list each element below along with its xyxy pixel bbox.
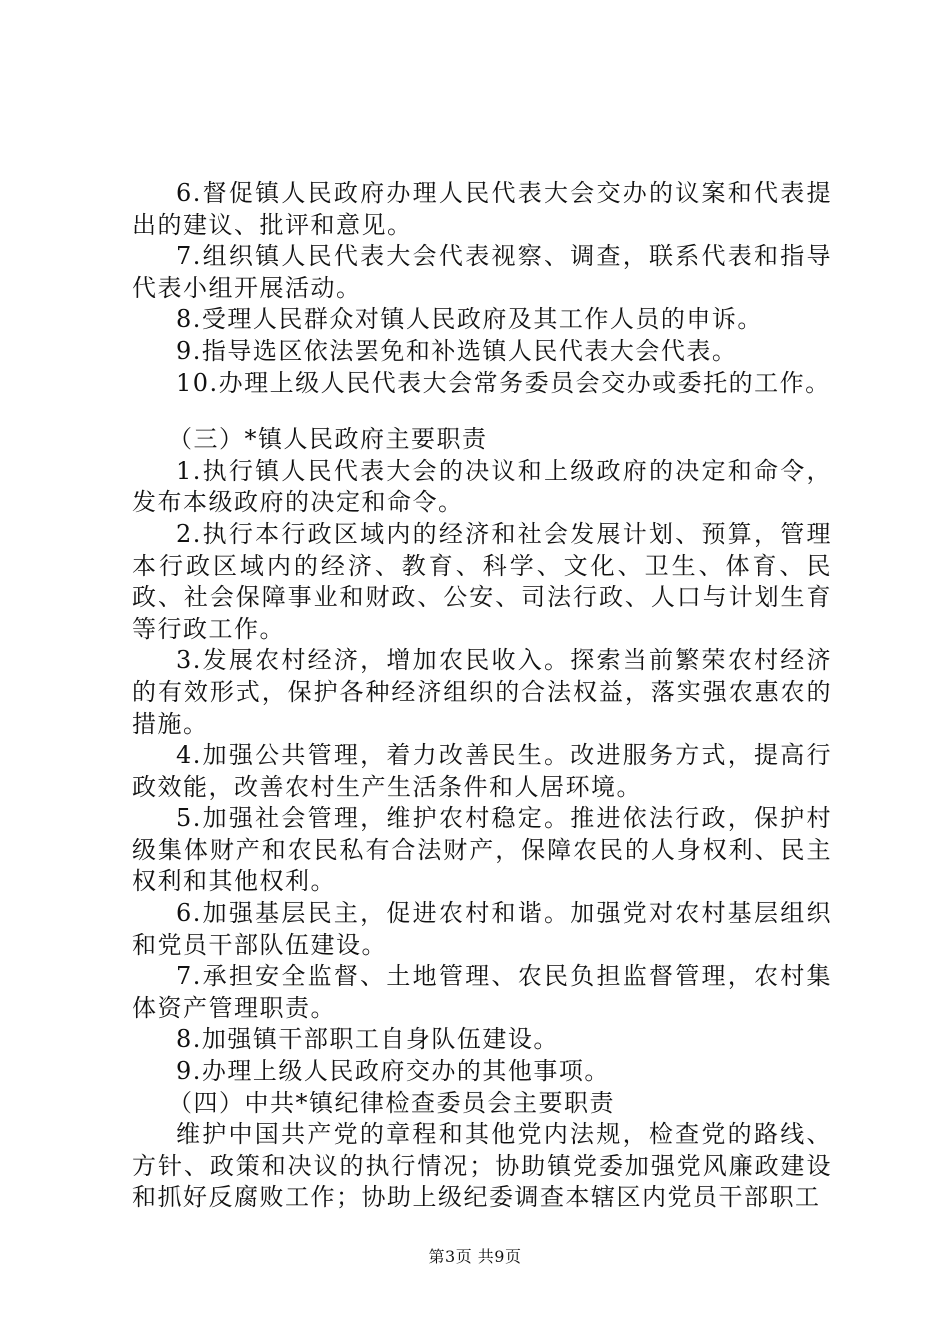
list-item: 3.发展农村经济，增加农民收入。探索当前繁荣农村经济的有效形式，保护各种经济组织的合法权益，落实强农惠农的措施。 bbox=[132, 646, 832, 738]
section-heading-4: （四）中共*镇纪律检查委员会主要职责 bbox=[168, 1088, 615, 1117]
document-body bbox=[132, 178, 832, 1214]
list-item: 5.加强社会管理，维护农村稳定。推进依法行政，保护村级集体财产和农民私有合法财产，保障农民的人身权利、民主权利和其他权利。 bbox=[132, 804, 832, 896]
section-spacer bbox=[132, 399, 832, 424]
list-item: 7.组织镇人民代表大会代表视察、调查，联系代表和指导代表小组开展活动。 bbox=[132, 242, 832, 302]
list-item: 2.执行本行政区域内的经济和社会发展计划、预算，管理本行政区域内的经济、教育、科学、文化、卫生、体育、民政、社会保障事业和财政、公安、司法行政、人口与计划生育等行政工作。 bbox=[132, 519, 832, 643]
list-item: 4.加强公共管理，着力改善民生。改进服务方式，提高行政效能，改善农村生产生活条件和人居环境。 bbox=[132, 741, 832, 801]
list-item: 10.办理上级人民代表大会常务委员会交办或委托的工作。 bbox=[176, 368, 831, 397]
list-item: 1.执行镇人民代表大会的决议和上级政府的决定和命令，发布本级政府的决定和命令。 bbox=[132, 456, 832, 517]
list-item: 9.办理上级人民政府交办的其他事项。 bbox=[176, 1057, 610, 1086]
section-4-body: 维护中国共产党的章程和其他党内法规，检查党的路线、方针、政策和决议的执行情况；协助镇党委加强党风廉政建设和抓好反腐败工作；协助上级纪委调查本辖区内党员干部职工 bbox=[132, 1120, 832, 1212]
section-heading-3: （三）*镇人民政府主要职责 bbox=[168, 425, 488, 454]
list-item: 6.加强基层民主，促进农村和谐。加强党对农村基层组织和党员干部队伍建设。 bbox=[132, 899, 832, 959]
page-number-footer: 第3页 共9页 bbox=[428, 1247, 522, 1266]
list-item: 8.加强镇干部职工自身队伍建设。 bbox=[176, 1025, 559, 1054]
list-item: 9.指导选区依法罢免和补选镇人民代表大会代表。 bbox=[176, 336, 738, 365]
list-item: 8.受理人民群众对镇人民政府及其工作人员的申诉。 bbox=[176, 305, 763, 334]
list-item: 6.督促镇人民政府办理人民代表大会交办的议案和代表提出的建议、批评和意见。 bbox=[132, 179, 832, 239]
list-item: 7.承担安全监督、土地管理、农民负担监督管理，农村集体资产管理职责。 bbox=[132, 962, 832, 1022]
